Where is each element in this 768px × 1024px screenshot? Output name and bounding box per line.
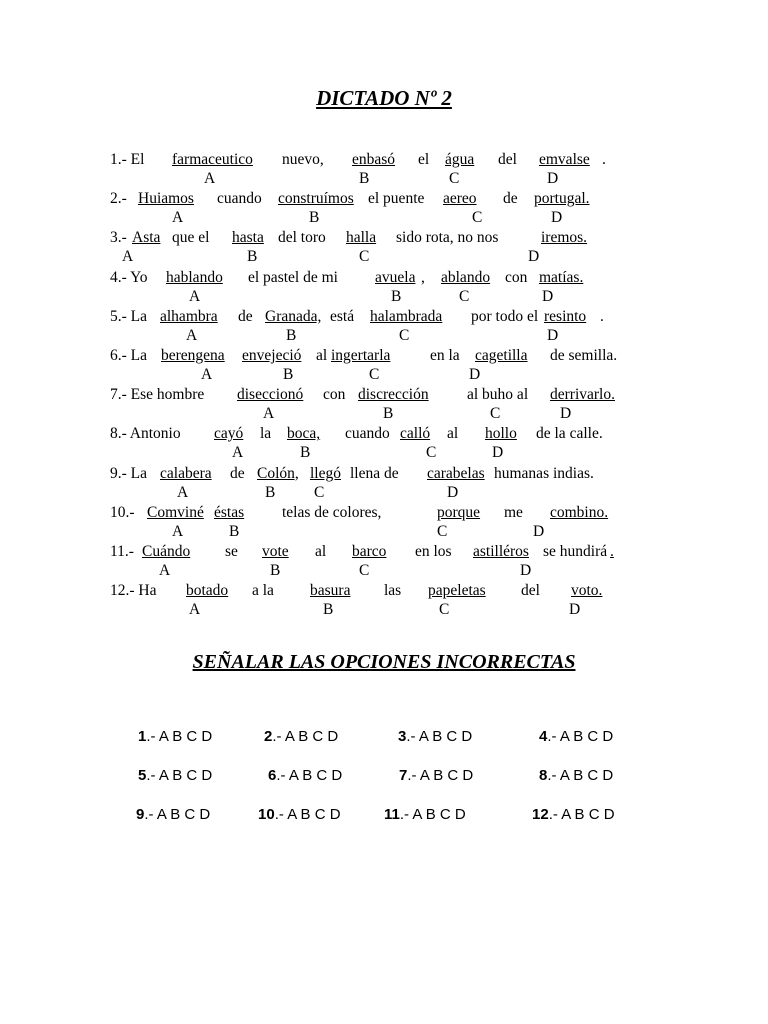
line-text: a la xyxy=(252,582,274,600)
option-letter: C xyxy=(369,366,380,383)
section-title: SEÑALAR LAS OPCIONES INCORRECTAS xyxy=(192,651,576,673)
answer-option-set[interactable] xyxy=(138,727,212,747)
option-letters-row xyxy=(0,483,768,503)
underlined-word: Colón, xyxy=(257,464,299,482)
option-letter: B xyxy=(265,483,276,501)
option-letter: D xyxy=(533,522,545,540)
option-letters-row xyxy=(0,404,768,424)
option-letters-row xyxy=(0,600,768,620)
underlined-word: hasta xyxy=(232,229,264,247)
answer-option-set[interactable] xyxy=(398,727,472,747)
answer-number: 5 xyxy=(138,767,147,784)
option-letter: B xyxy=(359,170,370,187)
option-letter: D xyxy=(569,601,581,619)
option-letter: D xyxy=(447,483,459,501)
underlined-word: enbasó xyxy=(352,151,396,168)
option-letter: C xyxy=(459,287,470,305)
answer-number: 4 xyxy=(539,728,548,745)
answer-option-set[interactable] xyxy=(399,766,473,786)
answer-choices[interactable]: .- A B C D xyxy=(399,806,466,823)
underlined-word: éstas xyxy=(214,503,245,521)
option-letter: B xyxy=(383,405,394,423)
line-text: . xyxy=(600,307,604,325)
answer-choices[interactable]: .- A B C D xyxy=(547,728,614,745)
answer-choices[interactable]: .- A B C D xyxy=(406,728,473,745)
answer-number: 10 xyxy=(258,806,275,823)
option-letter: D xyxy=(520,562,532,579)
answer-option-set[interactable] xyxy=(258,805,341,825)
dictation-line xyxy=(110,228,610,248)
line-text: 6.- La xyxy=(110,347,148,364)
underlined-word: diseccionó xyxy=(237,386,304,404)
option-letter: C xyxy=(314,483,325,501)
option-letters-row xyxy=(0,208,768,228)
dictation-line xyxy=(110,581,610,601)
underlined-word: halambrada xyxy=(370,307,443,325)
line-text: 7.- Ese hombre xyxy=(110,386,205,404)
option-letter: C xyxy=(426,444,437,462)
underlined-word: construímos xyxy=(278,190,354,208)
underlined-word: . xyxy=(610,543,614,560)
answer-option-set[interactable] xyxy=(136,805,210,825)
underlined-word: Comviné xyxy=(147,503,204,521)
underlined-word: emvalse xyxy=(539,151,590,168)
dictation-line xyxy=(110,424,610,444)
answer-option-set[interactable] xyxy=(138,766,212,786)
option-letter: D xyxy=(547,170,559,187)
line-text: en la xyxy=(430,347,460,364)
option-letter: A xyxy=(172,522,184,540)
line-text: 2.- xyxy=(110,190,127,208)
underlined-word: barco xyxy=(352,543,387,560)
line-text: llena de xyxy=(350,464,399,482)
answer-choices[interactable]: .- A B C D xyxy=(274,806,341,823)
option-letter: A xyxy=(122,248,134,266)
underlined-word: ablando xyxy=(441,268,491,286)
answer-choices[interactable]: .- A B C D xyxy=(276,767,343,784)
underlined-word: astilléros xyxy=(473,543,529,560)
option-letters-row xyxy=(0,561,768,581)
option-letters-row xyxy=(0,169,768,189)
underlined-word: cayó xyxy=(214,425,244,443)
line-text: con xyxy=(323,386,346,404)
option-letter: A xyxy=(177,483,189,501)
option-letter: D xyxy=(542,287,554,305)
underlined-word: avuela xyxy=(375,268,416,286)
underlined-word: botado xyxy=(186,582,229,600)
underlined-word: berengena xyxy=(161,347,225,364)
answer-option-set[interactable] xyxy=(532,805,615,825)
line-text: de semilla. xyxy=(550,347,618,364)
answer-number: 11 xyxy=(384,806,400,823)
dictation-line xyxy=(110,503,610,523)
option-letter: C xyxy=(449,170,460,187)
line-text: , xyxy=(421,268,425,286)
line-text: la xyxy=(260,425,272,443)
dictation-line xyxy=(110,385,615,405)
underlined-word: vote xyxy=(262,543,289,560)
dictation-line xyxy=(110,307,610,327)
underlined-word: derrivarlo. xyxy=(550,386,615,404)
line-text: de xyxy=(238,307,253,325)
underlined-word: resinto xyxy=(544,307,587,325)
answer-number: 2 xyxy=(264,728,273,745)
line-text: el pastel de mi xyxy=(248,268,338,286)
line-text: 8.- Antonio xyxy=(110,425,181,443)
option-letter: C xyxy=(359,562,370,579)
line-text: nuevo, xyxy=(282,151,324,168)
line-text: de la calle. xyxy=(536,425,603,443)
line-text: telas de colores, xyxy=(282,503,382,521)
underlined-word: aereo xyxy=(443,190,477,208)
option-letter: D xyxy=(560,405,572,423)
line-text: 11.- xyxy=(110,543,134,560)
line-text: está xyxy=(330,307,355,325)
option-letter: C xyxy=(472,209,483,227)
option-letter: B xyxy=(270,562,281,579)
line-text: 9.- La xyxy=(110,464,148,482)
underlined-word: basura xyxy=(310,582,351,600)
underlined-word: halla xyxy=(346,229,377,247)
underlined-word: llegó xyxy=(310,464,341,482)
underlined-word: carabelas xyxy=(427,464,485,482)
line-text: 10.- xyxy=(110,503,135,521)
option-letters-row xyxy=(0,247,768,267)
option-letter: D xyxy=(547,326,559,344)
answer-option-set[interactable] xyxy=(264,727,338,747)
option-letter: A xyxy=(232,444,244,462)
option-letter: D xyxy=(492,444,504,462)
answer-choices[interactable]: .- A B C D xyxy=(144,806,211,823)
line-text: cuando xyxy=(345,425,390,443)
dictation-line xyxy=(110,150,610,170)
underlined-word: ingertarla xyxy=(331,347,391,364)
line-text: 5.- La xyxy=(110,307,148,325)
underlined-word: portugal. xyxy=(534,190,590,208)
dictation-line xyxy=(110,268,610,288)
answer-number: 9 xyxy=(136,806,145,823)
answer-option-set[interactable] xyxy=(268,766,342,786)
line-text: se hundirá xyxy=(543,543,608,560)
line-text: del toro xyxy=(278,229,326,247)
option-letter: A xyxy=(186,326,198,344)
line-text: las xyxy=(384,582,402,600)
underlined-word: Granada, xyxy=(265,307,322,325)
option-letter: B xyxy=(391,287,402,305)
answer-option-set[interactable] xyxy=(539,766,613,786)
line-text: de xyxy=(230,464,245,482)
underlined-word: calló xyxy=(400,425,431,443)
underlined-word: envejeció xyxy=(242,347,302,364)
option-letter: C xyxy=(437,522,448,540)
option-letter: A xyxy=(159,562,171,579)
underlined-word: calabera xyxy=(160,464,212,482)
page-title: DICTADO Nº 2 xyxy=(316,86,452,110)
underlined-word: hablando xyxy=(166,268,223,286)
answer-choices[interactable]: .- A B C D xyxy=(146,728,213,745)
underlined-word: alhambra xyxy=(160,307,218,325)
answer-number: 7 xyxy=(399,767,408,784)
option-letter: A xyxy=(189,601,201,619)
line-text: se xyxy=(225,543,238,560)
line-text: 4.- Yo xyxy=(110,268,148,286)
answer-option-set[interactable] xyxy=(539,727,613,747)
option-letter: D xyxy=(528,248,540,266)
option-letters-row xyxy=(0,443,768,463)
answer-choices[interactable]: .- A B C D xyxy=(272,728,339,745)
line-text: sido rota, no nos xyxy=(396,229,499,247)
answer-choices[interactable]: .- A B C D xyxy=(146,767,213,784)
underlined-word: cagetilla xyxy=(475,347,528,364)
line-text: el puente xyxy=(368,190,425,208)
answer-number: 3 xyxy=(398,728,407,745)
underlined-word: Cuándo xyxy=(142,543,191,560)
underlined-word: porque xyxy=(437,503,481,521)
option-letter: B xyxy=(300,444,311,462)
answer-choices[interactable]: .- A B C D xyxy=(407,767,474,784)
line-text: al xyxy=(315,543,327,560)
line-text: al buho al xyxy=(467,386,529,404)
underlined-word: papeletas xyxy=(428,582,486,600)
dictation-line xyxy=(110,189,610,209)
line-text: con xyxy=(505,268,528,286)
option-letters-row xyxy=(0,365,768,385)
option-letter: B xyxy=(323,601,334,619)
option-letter: B xyxy=(283,366,294,383)
option-letter: C xyxy=(439,601,450,619)
line-text: 1.- El xyxy=(110,151,145,168)
option-letter: D xyxy=(551,209,563,227)
option-letter: B xyxy=(247,248,258,266)
answer-choices[interactable]: .- A B C D xyxy=(548,806,615,823)
line-text: al xyxy=(316,347,328,364)
option-letter: B xyxy=(286,326,297,344)
underlined-word: iremos. xyxy=(541,229,588,247)
option-letters-row xyxy=(0,326,768,346)
line-text: humanas indias. xyxy=(494,464,594,482)
line-text: el xyxy=(418,151,430,168)
line-text: 12.- Ha xyxy=(110,582,157,600)
line-text: . xyxy=(602,151,606,168)
option-letter: A xyxy=(189,287,201,305)
answer-choices[interactable]: .- A B C D xyxy=(547,767,614,784)
underlined-word: hollo xyxy=(485,425,517,443)
underlined-word: discrección xyxy=(358,386,429,404)
underlined-word: Asta xyxy=(132,229,161,247)
answer-number: 1 xyxy=(138,728,147,745)
option-letters-row xyxy=(0,522,768,542)
line-text: al xyxy=(447,425,459,443)
option-letter: A xyxy=(204,170,216,187)
option-letter: C xyxy=(399,326,410,344)
option-letter: C xyxy=(490,405,501,423)
option-letters-row xyxy=(0,287,768,307)
answer-number: 6 xyxy=(268,767,277,784)
line-text: del xyxy=(521,582,540,600)
line-text: por todo el xyxy=(471,307,539,325)
underlined-word: matías. xyxy=(539,268,584,286)
line-text: cuando xyxy=(217,190,262,208)
option-letter: D xyxy=(469,366,481,383)
underlined-word: boca, xyxy=(287,425,321,443)
dictation-line xyxy=(110,346,618,366)
line-text: en los xyxy=(415,543,452,560)
line-text: del xyxy=(498,151,517,168)
option-letter: B xyxy=(229,522,240,540)
option-letter: A xyxy=(172,209,184,227)
underlined-word: Huiamos xyxy=(138,190,194,208)
underlined-word: voto. xyxy=(571,582,603,600)
option-letter: A xyxy=(263,405,275,423)
underlined-word: combino. xyxy=(550,503,609,521)
answer-number: 12 xyxy=(532,806,549,823)
answer-number: 8 xyxy=(539,767,548,784)
underlined-word: farmaceutico xyxy=(172,151,253,168)
answer-option-set[interactable] xyxy=(384,805,466,825)
option-letter: B xyxy=(309,209,320,227)
option-letter: A xyxy=(201,366,213,383)
dictation-line xyxy=(110,542,614,562)
underlined-word: água xyxy=(445,151,475,168)
line-text: de xyxy=(503,190,518,208)
option-letter: C xyxy=(359,248,370,266)
line-text: 3.- xyxy=(110,229,127,247)
dictation-line xyxy=(110,464,610,484)
line-text: me xyxy=(504,503,523,521)
line-text: que el xyxy=(172,229,210,247)
